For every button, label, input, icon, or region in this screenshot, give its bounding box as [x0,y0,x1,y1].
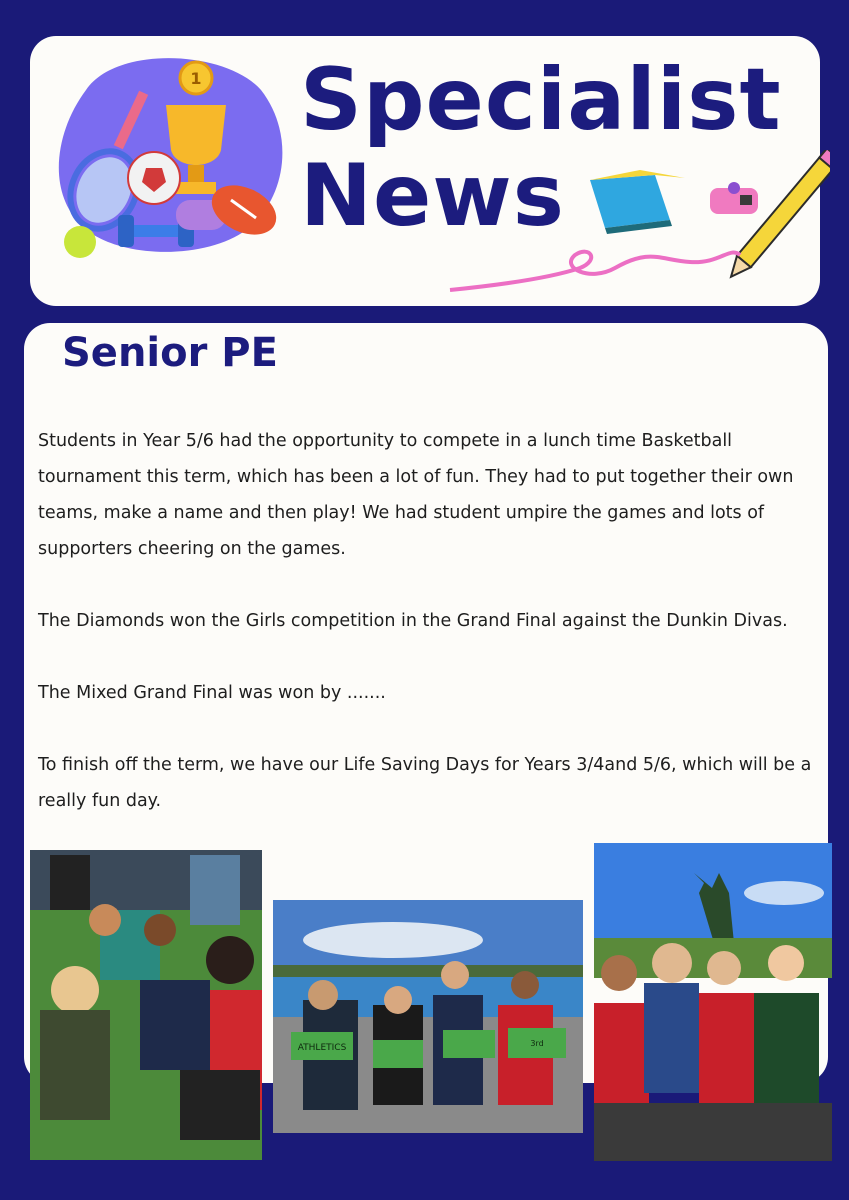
stationery-decoration [440,150,830,310]
notebook-icon [590,170,685,234]
sharpener-icon [710,182,758,214]
title-line-1: Specialist [300,50,782,150]
title-line-2: News [300,146,565,246]
pink-squiggle-line [450,252,740,290]
photo-children-outdoors [594,843,832,1161]
photo-boys-with-certificates [273,900,583,1133]
section-title: Senior PE [62,330,278,376]
tennis-ball-icon [64,226,96,258]
certificate-place-text: 3rd [530,1039,544,1048]
certificate-text-1: ATHLETICS [297,1043,347,1053]
trophy-badge-number: 1 [190,69,202,88]
photo-girls-on-grass [30,850,262,1160]
paragraph-1: Students in Year 5/6 had the opportunity to compete in a lunch time Basketball tournament this term, which has been a lot of fun. They had to put together their own teams, make a name and then play! We had student umpire the games and lots of supporters cheering on the games. [38,431,794,559]
sports-equipment-illustration [56,50,286,260]
paragraph-3: The Mixed Grand Final was won by ....... [38,683,386,703]
paragraph-2: The Diamonds won the Girls competition in the Grand Final against the Dunkin Divas. [38,611,788,631]
article-body [38,423,818,855]
paragraph-4: To finish off the term, we have our Life Saving Days for Years 3/4and 5/6, which will be a really fun day. [38,755,812,811]
pencil-icon [724,150,830,283]
